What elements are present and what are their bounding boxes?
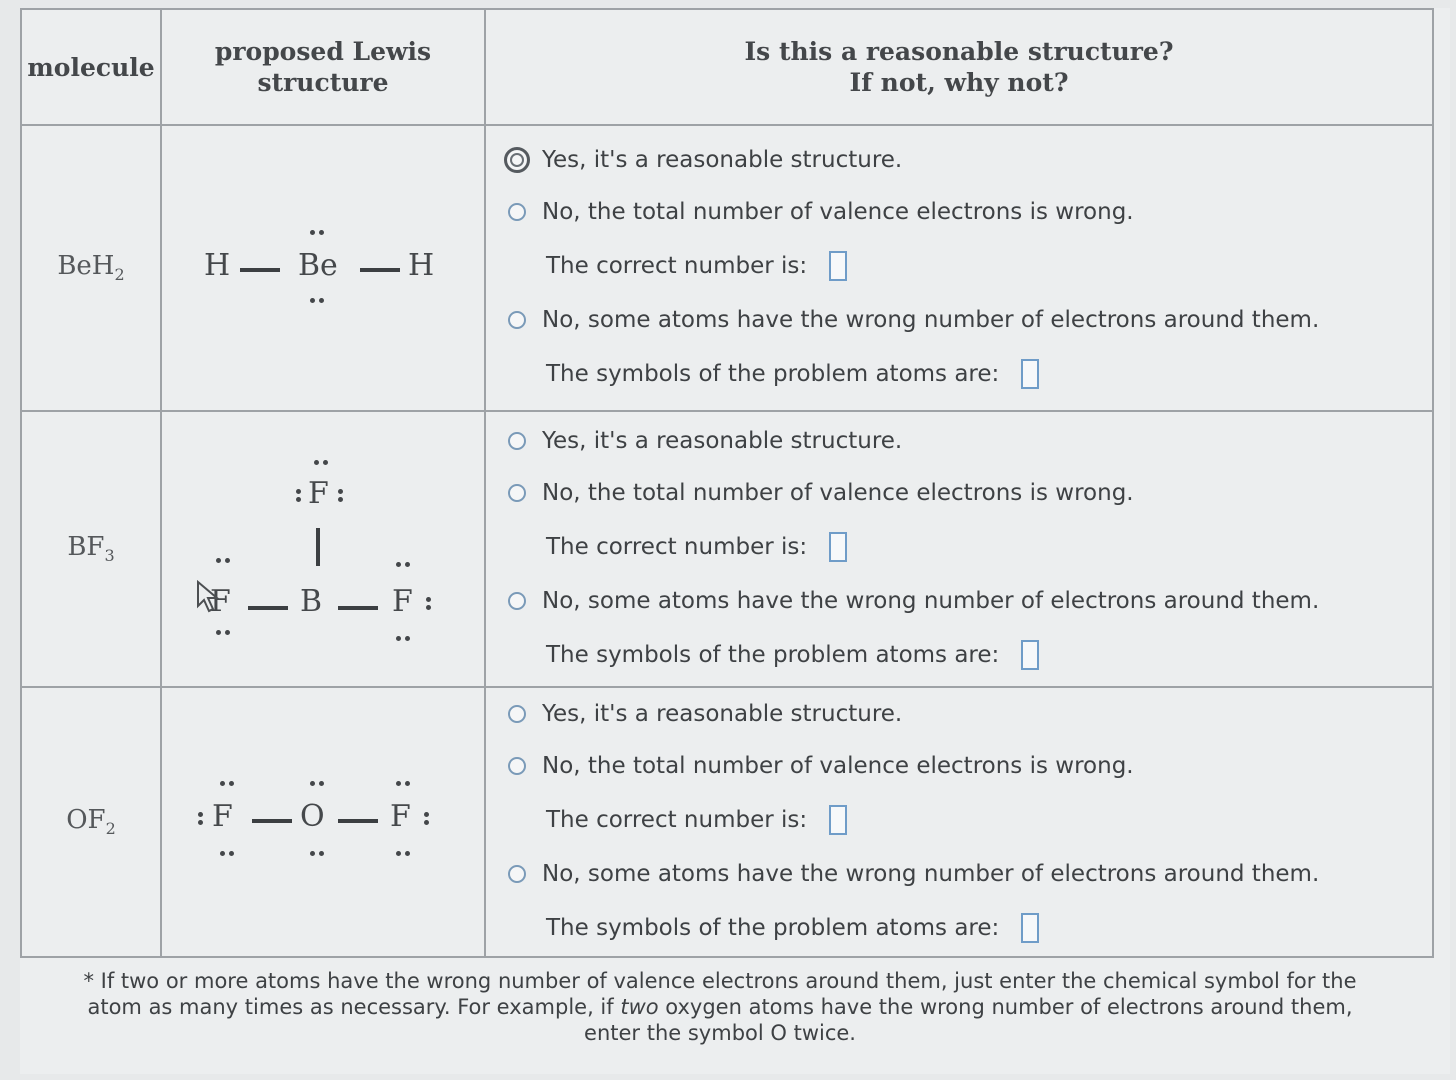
header-row [21,9,1433,125]
problem-atoms-input[interactable] [1021,640,1039,670]
bond [252,819,292,823]
radio-button[interactable] [508,311,526,329]
lone-pair [296,486,302,505]
molecule-formula: BeH$_2$ [57,251,125,285]
atom-left: F [212,799,233,834]
lone-pair [308,781,326,786]
molecule-formula: $OF_2$ [66,805,116,839]
lewis-structure-cell [161,125,485,411]
molecule-cell [21,687,161,957]
lewis-structure-worksheet [20,8,1450,1074]
lone-pair [394,562,412,567]
bond [316,528,320,566]
table-row [21,125,1433,411]
option-no-total-electrons[interactable]: No, the total number of valence electrons is wrong. [486,186,1432,238]
lone-pair [308,298,326,303]
footnote-emphasis: two [620,995,659,1019]
radio-button[interactable] [508,705,526,723]
lone-pair [424,809,430,828]
lone-pair [394,851,412,856]
lone-pair [198,809,204,828]
lone-pair [218,781,236,786]
lewis-structure-table [20,8,1434,958]
radio-button[interactable] [508,757,526,775]
option-no-total-electrons[interactable]: No, the total number of valence electrons is wrong. [486,740,1432,792]
bond [360,268,400,272]
correct-number-input[interactable] [829,805,847,835]
answer-cell [485,411,1433,687]
problem-atoms-input[interactable] [1021,913,1039,943]
option-no-wrong-atoms[interactable]: No, some atoms have the wrong number of electrons around them. [486,848,1432,900]
correct-number-row: The correct number is: [486,519,1432,575]
option-no-total-electrons[interactable]: No, the total number of valence electrons is wrong. [486,467,1432,519]
atom-right: H [408,248,435,283]
correct-number-row: The correct number is: [486,792,1432,848]
option-no-wrong-atoms[interactable]: No, some atoms have the wrong number of electrons around them. [486,294,1432,346]
radio-button[interactable] [504,147,530,173]
lone-pair [214,558,232,563]
lone-pair [426,594,432,613]
atom-top: F [308,476,329,511]
atom-right: F [390,799,411,834]
molecule-cell [21,411,161,687]
correct-number-input[interactable] [829,532,847,562]
lone-pair [218,851,236,856]
atom-left: H [204,248,231,283]
bond [248,606,288,610]
footnote [60,968,1380,1046]
atom-center: O [300,799,325,834]
bond [338,606,378,610]
atom-center: Be [298,248,338,283]
problem-atoms-input[interactable] [1021,359,1039,389]
footnote-text-1: If two or more atoms have the wrong number of valence electrons around them, just enter the chemical symbol for the atom as many times as necessary. For example, if [87,969,1357,1019]
lone-pair [394,781,412,786]
footnote-text-2: oxygen atoms have the wrong number of electrons around them, enter the symbol O twice. [584,995,1353,1045]
correct-number-input[interactable] [829,251,847,281]
lone-pair [338,486,344,505]
atom-right: F [392,584,413,619]
molecule-cell [21,125,161,411]
radio-button[interactable] [508,203,526,221]
atom-center: B [300,584,323,619]
bond [240,268,280,272]
option-yes-reasonable[interactable]: Yes, it's a reasonable structure. [486,688,1432,740]
lone-pair [394,636,412,641]
table-row [21,687,1433,957]
table-row [21,411,1433,687]
radio-button[interactable] [508,484,526,502]
lewis-structure-cell [161,411,485,687]
header-question: Is this a reasonable structure? If not, why not? [485,9,1433,125]
answer-cell [485,125,1433,411]
answer-cell [485,687,1433,957]
lone-pair [308,851,326,856]
option-no-wrong-atoms[interactable]: No, some atoms have the wrong number of electrons around them. [486,575,1432,627]
header-lewis: proposed Lewis structure [161,9,485,125]
lone-pair [214,630,232,635]
problem-atoms-row: The symbols of the problem atoms are: [486,627,1432,683]
header-molecule: molecule [21,9,161,125]
option-yes-reasonable[interactable]: Yes, it's a reasonable structure. [486,415,1432,467]
problem-atoms-row: The symbols of the problem atoms are: [486,346,1432,402]
correct-number-row: The correct number is: [486,238,1432,294]
lone-pair [308,230,326,235]
radio-button[interactable] [508,592,526,610]
bond [338,819,378,823]
mouse-pointer-icon [196,580,226,614]
radio-button[interactable] [508,432,526,450]
molecule-formula: $BF_3$ [67,532,115,566]
lone-pair [312,460,330,465]
atom-left: F [210,584,231,619]
radio-button[interactable] [508,865,526,883]
footnote-star: * [83,969,94,993]
problem-atoms-row: The symbols of the problem atoms are: [486,900,1432,956]
option-yes-reasonable[interactable]: Yes, it's a reasonable structure. [486,134,1432,186]
lewis-structure-cell [161,687,485,957]
